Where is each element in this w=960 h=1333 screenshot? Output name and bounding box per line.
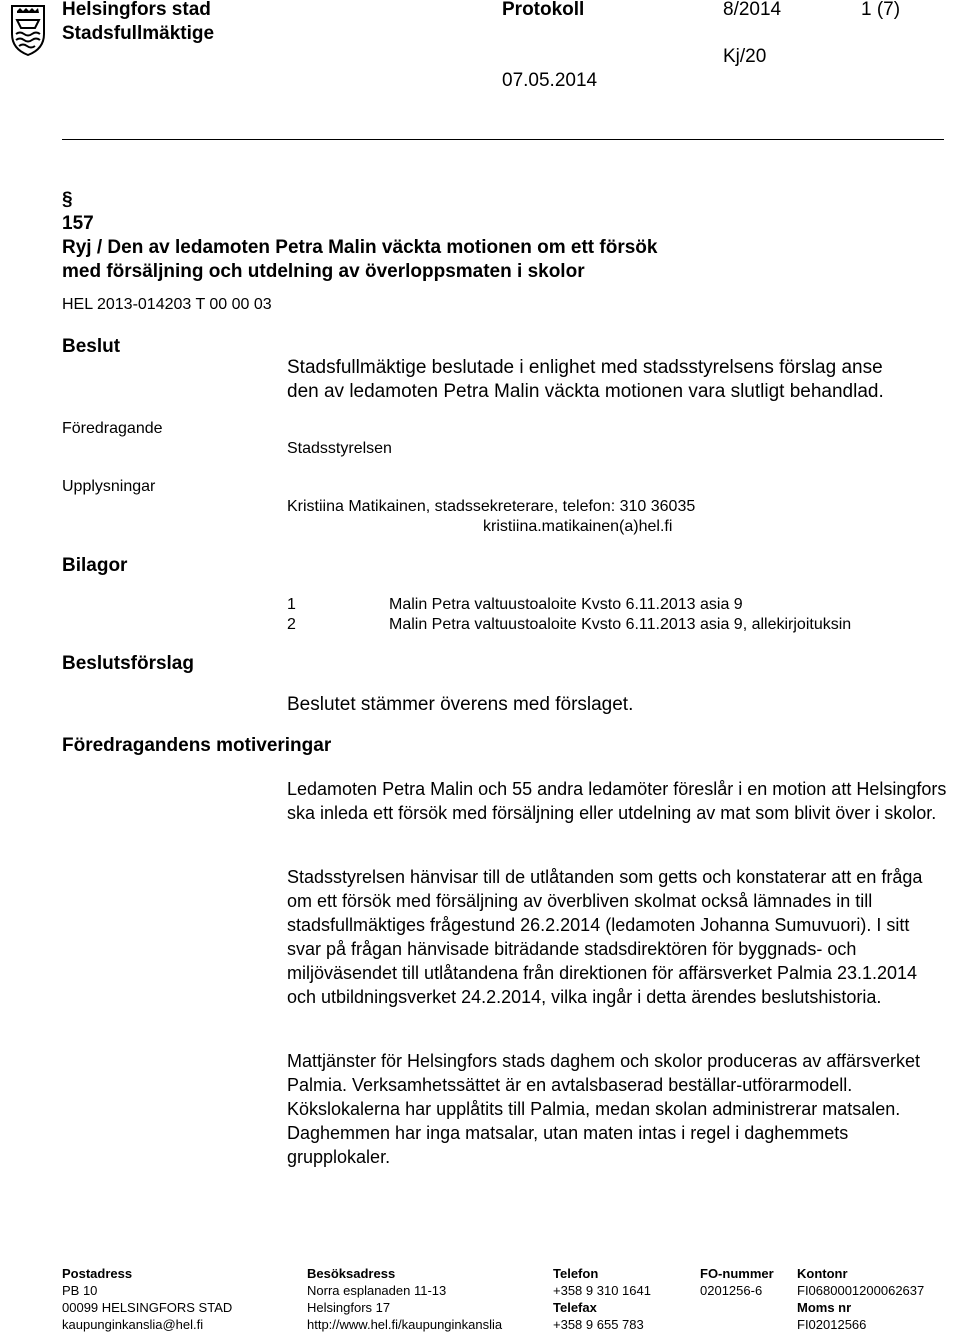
beslutsforslag-text: Beslutet stämmer överens med förslaget.	[287, 694, 634, 715]
motiveringar-p3-text: Mattjänster för Helsingfors stads daghem och skolor produceras av affärsverket Palmia. Verksamhetssättet är en avtalsbaserad beställar-utförarmodell. Kökslokalerna har upplåtits till Palmia, medan skolan administrerar matsalen. Daghemmen har inga matsalar, utan maten intas i regel i daghemmets grupplokaler.	[287, 1051, 920, 1167]
beslut-line2: den av ledamoten Petra Malin väckta motionen vara slutligt behandlad.	[287, 381, 884, 402]
motiveringar-paragraph-2	[287, 865, 947, 1009]
footer-email-link[interactable]: kaupunginkanslia@hel.fi	[62, 1317, 204, 1332]
footer-besoksadress-label: Besöksadress	[307, 1266, 396, 1281]
label-beslutsforslag: Beslutsförslag	[62, 653, 194, 674]
footer-kontonr-label: Kontonr	[797, 1266, 848, 1281]
label-beslut: Beslut	[62, 336, 121, 357]
footer-telefax-label: Telefax	[553, 1300, 597, 1315]
footer-fo-label: FO-nummer	[700, 1266, 774, 1281]
footer-fo-nummer	[700, 1265, 774, 1299]
footer-postadress-label: Postadress	[62, 1266, 133, 1281]
header-date: 07.05.2014	[502, 70, 598, 91]
header-divider	[62, 139, 944, 140]
section-number: 157	[62, 213, 94, 234]
footer-telefon	[553, 1265, 651, 1333]
section-title-line2: med försäljning och utdelning av överloppsmaten i skolor	[62, 261, 585, 282]
header-city: Helsingfors stad	[62, 0, 211, 20]
footer-besoksadress	[307, 1265, 502, 1333]
footer-telefon-number: +358 9 310 1641	[553, 1283, 651, 1298]
footer-kontonr	[797, 1265, 924, 1333]
footer-postadress	[62, 1265, 232, 1333]
footer-fo-value: 0201256-6	[700, 1283, 763, 1298]
motiveringar-paragraph-1	[287, 777, 947, 825]
footer-kontonr-value: FI0680001200062637	[797, 1283, 925, 1298]
helsinki-crest-logo	[8, 4, 48, 56]
bilaga-1-number: 1	[287, 596, 296, 613]
footer-telefax-number: +358 9 655 783	[553, 1317, 644, 1332]
section-title-line1: Ryj / Den av ledamoten Petra Malin väckta motionen om ett försök	[62, 237, 658, 258]
motiveringar-p1-text: Ledamoten Petra Malin och 55 andra ledamöter föreslår i en motion att Helsingfors ska inleda ett försök med försäljning eller utdelning av mat som blivit över i skolor.	[287, 779, 947, 823]
header-number: 8/2014	[723, 0, 782, 20]
motiveringar-paragraph-3	[287, 1049, 947, 1169]
motiveringar-p2-text: Stadsstyrelsen hänvisar till de utlåtanden som getts och konstaterar att en fråga om ett försök med försäljning av överbliven skolmat också lämnades in till stadsfullmäktiges frågestund 26.2.2014 (ledamoten Johanna Sumuvuori). I sitt svar på frågan hänvisade biträdande stadsdirektören för byggnads- och miljöväsendet till utlåtandena från direktionen för affärsverket Palmia 23.1.2014 och utbildningsverket 24.2.2014, vilka ingår i detta ärendes beslutshistoria.	[287, 867, 923, 1007]
diary-number: HEL 2013-014203 T 00 00 03	[62, 296, 272, 313]
footer-website-link[interactable]: http://www.hel.fi/kaupunginkanslia	[307, 1317, 503, 1332]
section-symbol: §	[62, 189, 73, 210]
footer-besoksadress-line1: Norra esplanaden 11-13	[307, 1283, 447, 1298]
footer-telefon-label: Telefon	[553, 1266, 599, 1281]
label-upplysningar: Upplysningar	[62, 478, 156, 495]
bilaga-1-title[interactable]: Malin Petra valtuustoaloite Kvsto 6.11.2013 asia 9	[389, 596, 743, 613]
upplysningar-contact: Kristiina Matikainen, stadssekreterare, telefon: 310 36035	[287, 498, 696, 515]
foredragande-name: Stadsstyrelsen	[287, 440, 392, 457]
beslut-line1: Stadsfullmäktige beslutade i enlighet med stadsstyrelsens förslag anse	[287, 357, 883, 378]
footer-moms-value: FI02012566	[797, 1317, 867, 1332]
bilaga-2-title[interactable]: Malin Petra valtuustoaloite Kvsto 6.11.2013 asia 9, allekirjoituksin	[389, 616, 852, 633]
header-doc-type: Protokoll	[502, 0, 585, 20]
footer-moms-label: Moms nr	[797, 1300, 852, 1315]
bilaga-2-number: 2	[287, 616, 296, 633]
label-bilagor: Bilagor	[62, 555, 128, 576]
header-ref: Kj/20	[723, 46, 767, 67]
upplysningar-email[interactable]: kristiina.matikainen(a)hel.fi	[483, 518, 673, 535]
header-council: Stadsfullmäktige	[62, 23, 215, 44]
footer-postadress-line2: 00099 HELSINGFORS STAD	[62, 1300, 233, 1315]
footer-besoksadress-line2: Helsingfors 17	[307, 1300, 391, 1315]
footer-postadress-line1: PB 10	[62, 1283, 98, 1298]
header-page: 1 (7)	[861, 0, 901, 20]
label-foredragande: Föredragande	[62, 420, 163, 437]
label-motiveringar: Föredragandens motiveringar	[62, 735, 332, 756]
